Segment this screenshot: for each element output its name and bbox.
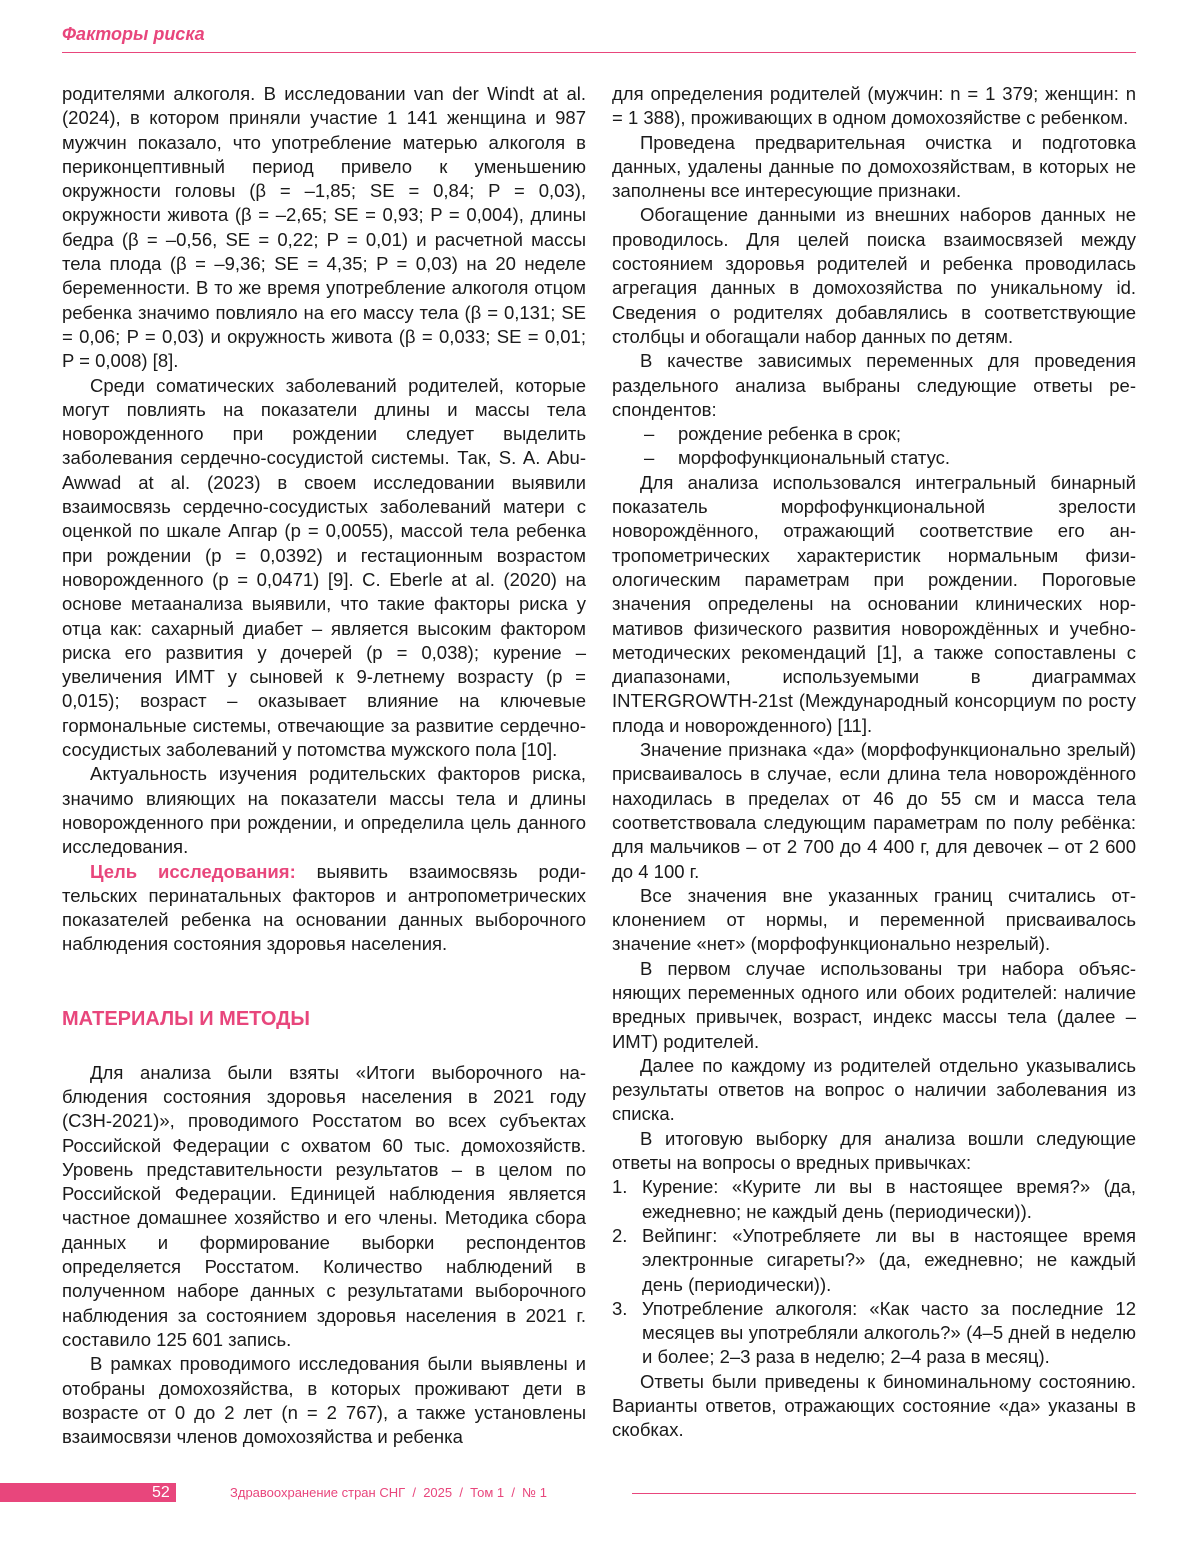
paragraph: Ответы были приведены к биноминальному состоянию. Варианты ответов, отражающих состояние «да» указаны в скобках. [612,1370,1136,1441]
list-item-text: морфофункциональный статус. [678,447,951,469]
paragraph: В первом случае использованы три набора объясняющих переменных одного или обоих родителей: наличие вредных привычек, возраст, индекс массы тела (далее – ИМТ) родителей. [612,957,1136,1052]
goal-text: выявить взаимосвязь родительских перинатальных факторов и антропометрических показателей ребенка на основании данных выборочного наблюдения состояния здоровья населения. [62,860,586,955]
paragraph: Обогащение данными из внешних наборов данных не проводилось. Для целей поиска взаимосвязей между состоянием здоровья родителей и ребенка проводилась агрегация данных в домохозяйства по уникальному id. Сведения о родителях добавлялись в соответствующие столбцы и обогащали набор данных по детям. [612,204,1136,347]
dash-list-item [612,422,1136,446]
numbered-list-item [612,1175,1136,1224]
numbered-list-item [612,1224,1136,1297]
dash-mark: – [644,447,655,469]
goal-label: Цель исследования: [90,860,296,882]
right-column [612,82,1136,1443]
dash-mark: – [644,423,655,445]
paragraph: В качестве зависимых переменных для проведения раздельного анализа выбраны следующие ответы респондентов: [612,350,1136,420]
list-number: 1. [612,1176,628,1198]
paragraph: Актуальность изучения родительских факторов риска, значимо влияющих на показатели массы тела и длины новорожденного при рождении, и определила цель данного исследования. [62,763,586,858]
list-item-text: Курение: «Курите ли вы в настоящее время?» (да, ежедневно; не каждый день (периодически)). [642,1176,1136,1222]
paragraph: Среди соматических заболеваний родителей, которые могут повлиять на показатели длины и массы тела новорожденного при рождении следует выделить заболевания сердечно-сосудистой системы. Так, S. A. Abu-Awwad at al. (2023) в своем исследовании выявили взаимосвязь сердечно-сосудистых заболеваний матери с оценкой по шкале Апгар (p = 0,0055), массой тела ребенка при рождении (p = 0,0392) и гестационным возрастом новорожденного (p = 0,0471) [9]. C. Eberle at al. (2020) на основе метаанализа выявили, что такие факторы риска у отца как: сахарный диабет – является высоким фактором риска его развития у дочерей (p = 0,038); курение – увеличения ИМТ у сыновей к 9-летнему возрасту (p = 0,015); возраст – оказывает влияние на ключевые гормональные системы, отвечающие за развитие сердечно-сосудистых заболеваний у потомства мужского пола [10]. [62,374,586,761]
page-number: 52 [152,1484,170,1501]
paragraph: В рамках проводимого исследования были выявлены и отобраны домохозяйства, в которых проживают дети в возрасте от 0 до 2 лет (n = 2 767), а также установлены взаимосвязи членов домохозяйства и ребенка [62,1353,586,1448]
paragraph: для определения родителей (мужчин: n = 1 379; женщин: n = 1 388), проживающих в одном домохозяйстве с ребенком. [612,83,1136,129]
running-head: Факторы риска [62,24,205,44]
study-goal-paragraph [62,860,586,957]
paragraph: Все значения вне указанных границ считались отклонением от нормы, и переменной присваивалось значение «нет» (морфофункционально незрелый). [612,884,1136,955]
paragraph: Для анализа были взяты «Итоги выборочного наблюдения состояния здоровья населения в 2021 году (СЗН-2021)», проводимого Росстатом во всех субъектах Российской Федерации с охватом 60 тыс. домохозяйств. Уровень представительности результатов – в целом по Российской Федерации. Единицей наблюдения является частное домашнее хозяйство и его члены. Методика сбора данных и формирование выборки респондентов определяется Росстатом. Количество наблюдений в полученном наборе данных с результатами выборочного наблюдения за состоянием здоровья населения в 2021 г. составило 125 601 запись. [62,1061,586,1350]
footer-rule [632,1493,1136,1494]
journal-citation: Здравоохранение стран СНГ / 2025 / Том 1 / № 1 [230,1485,547,1500]
numbered-list-item [612,1297,1136,1370]
paragraph: родителями алкоголя. В исследовании van der Windt at al. (2024), в котором приняли участие 1 141 женщина и 987 мужчин показало, что употребление матерью алкоголя в периконцептивный период привело к уменьшению окружности головы (β = –1,85; SE = 0,84; P = 0,03), окружности живота (β = –2,65; SE = 0,93; P = 0,004), длины бедра (β = –0,56, SE = 0,22; P = 0,01) и расчетной массы тела плода (β = –9,36; SE = 4,35; P = 0,03) на 20 неделе беременности. В то же время употребление алкоголя отцом ребенка значимо повлияло на его массу тела (β = 0,131; SE = 0,06; P = 0,03) и окружность живота (β = 0,033; SE = 0,01; P = 0,008) [8]. [62,83,586,372]
paragraph: Проведена предварительная очистка и подготовка данных, удалены данные по домохозяйствам, в которых не заполнены все интересующие признаки. [612,131,1136,202]
paragraph: Далее по каждому из родителей отдельно указывались результаты ответов на вопрос о наличии заболевания из списка. [612,1054,1136,1125]
page-number-box [0,1483,176,1502]
list-number: 2. [612,1224,628,1246]
list-item-text: рождение ребенка в срок; [678,423,902,445]
list-number: 3. [612,1297,628,1319]
paragraph: Для анализа использовался интегральный бинарный показатель морфофункциональной зрелости новорождённого, отражающий соответствие его антропометрических характеристик нормальным физиологическим параметрам при рождении. Пороговые значения определены на основании клинических нормативов физического развития новорождённых и учебно-методических рекомендаций [1], а также сопоставлены с диапазонами, используемыми в диаграммах INTERGROWTH-21st (Международный консорциум по росту плода и новорожденного) [11]. [612,471,1136,736]
left-column [62,82,586,1449]
header-rule [62,52,1136,53]
dash-list-item [612,446,1136,470]
section-title: МАТЕРИАЛЫ И МЕТОДЫ [62,1007,311,1030]
list-item-text: Вейпинг: «Употребляете ли вы в настоящее время электронные сигареты?» (да, ежедневно; не каждый день (периодически)). [642,1224,1136,1295]
list-item-text: Употребление алкоголя: «Как часто за последние 12 месяцев вы употребляли алкоголь?» (4–5 дней в неделю и более; 2–3 раза в неделю; 2–4 раза в месяц). [642,1297,1136,1368]
paragraph: В итоговую выборку для анализа вошли следующие ответы на вопросы о вредных привычках: [612,1127,1136,1174]
paragraph: Значение признака «да» (морфофункционально зрелый) присваивалось в случае, если длина тела новорождённого находилась в пределах от 46 до 55 см и масса тела соответствовала следующим параметрам по полу ребёнка: для мальчиков – от 2 700 до 4 400 г, для девочек – от 2 600 до 4 100 г. [612,739,1136,882]
